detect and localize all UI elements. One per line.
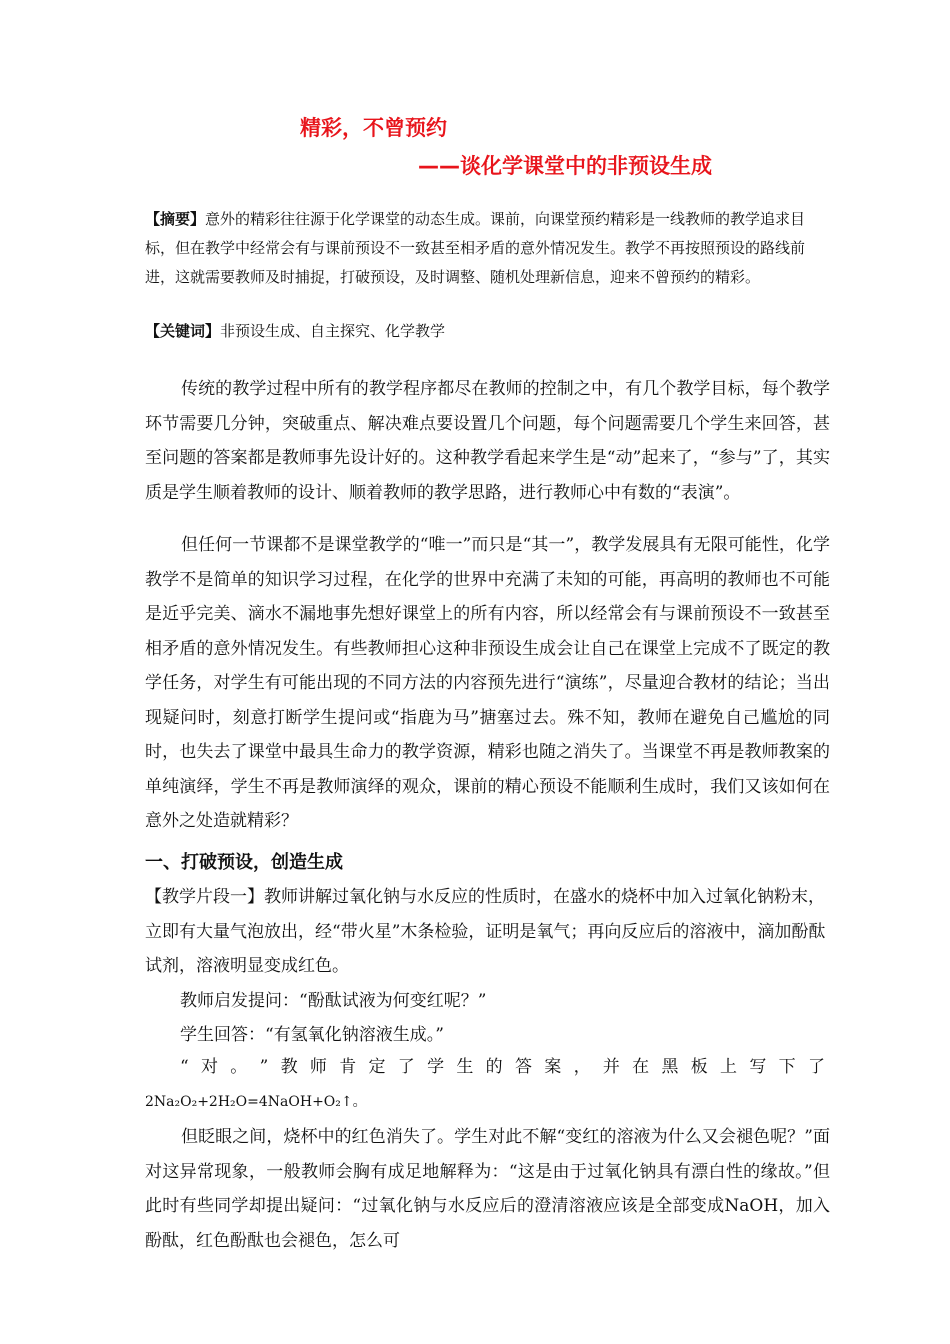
paragraph-3: 但眨眼之间，烧杯中的红色消失了。学生对此不解“变红的溶液为什么又会褪色呢？”面对这异常现象，一般教师会胸有成足地解释为：“这是由于过氧化钠具有漂白性的缘故。”但此时有些同学却提出疑问：“过氧化钠与水反应后的澄清溶液应该是全部变成NaOH，加入酚酞，红色酚酞也会褪色，怎么可 bbox=[145, 1127, 830, 1251]
confirm-char: 对 bbox=[201, 1057, 218, 1077]
fragment-text: 教师讲解过氧化钠与水反应的性质时，在盛水的烧杯中加入过氧化钠粉末，立即有大量气泡放出，经“带火星”木条检验，证明是氧气；再向反应后的溶液中，滴加酚酞试剂，溶液明显变成红色。 bbox=[145, 887, 826, 976]
keywords-text: 非预设生成、自主探究、化学教学 bbox=[220, 322, 446, 340]
teaching-fragment-1 bbox=[145, 880, 830, 984]
keywords bbox=[145, 317, 445, 346]
confirm-char: ” bbox=[259, 1057, 269, 1077]
page-subtitle: ——谈化学课堂中的非预设生成 bbox=[418, 154, 712, 178]
confirm-char: 。 bbox=[230, 1057, 248, 1077]
abstract-label: 【摘要】 bbox=[145, 210, 206, 228]
confirm-char: 写 bbox=[749, 1057, 767, 1077]
confirm-char: 师 bbox=[309, 1057, 327, 1077]
confirm-char: 案 bbox=[544, 1057, 562, 1077]
page-title: 精彩，不曾预约 bbox=[300, 116, 447, 140]
confirm-char: 肯 bbox=[339, 1057, 357, 1077]
confirm-char: 教 bbox=[280, 1057, 298, 1077]
confirm-char: 的 bbox=[485, 1057, 503, 1077]
confirm-char: 学 bbox=[427, 1057, 445, 1077]
abstract-text: 意外的精彩往往源于化学课堂的动态生成。课前，向课堂预约精彩是一线教师的教学追求目标，但在教学中经常会有与课前预设不一致甚至相矛盾的意外情况发生。教学不再按照预设的路线前进，这就需要教师及时捕捉，打破预设，及时调整、随机处理新信息，迎来不曾预约的精彩。 bbox=[145, 210, 806, 286]
confirm-char: 了 bbox=[397, 1057, 415, 1077]
confirm-char: 答 bbox=[514, 1057, 532, 1077]
section-heading-1: 一、打破预设，创造生成 bbox=[145, 852, 343, 873]
confirm-char: 并 bbox=[602, 1057, 620, 1077]
confirm-char: 定 bbox=[368, 1057, 386, 1077]
abstract bbox=[145, 205, 825, 292]
paragraph-1: 传统的教学过程中所有的教学程序都尽在教师的控制之中，有几个教学目标，每个教学环节需要几分钟，突破重点、解决难点要设置几个问题，每个问题需要几个学生来回答，甚至问题的答案都是教师事先设计好的。这种教学看起来学生是“动”起来了，“参与”了，其实质是学生顺着教师的设计、顺着教师的教学思路，进行教师心中有数的“表演”。 bbox=[145, 379, 830, 503]
fragment-label: 【教学片段一】 bbox=[145, 887, 264, 907]
confirm-char: 下 bbox=[778, 1057, 796, 1077]
confirm-char: 板 bbox=[690, 1057, 708, 1077]
confirm-char: ， bbox=[573, 1057, 591, 1077]
confirm-char: 在 bbox=[632, 1057, 650, 1077]
teacher-confirm-line bbox=[180, 1050, 825, 1085]
confirm-char: 了 bbox=[807, 1057, 825, 1077]
confirm-char: 上 bbox=[720, 1057, 738, 1077]
student-answer: 学生回答：“有氢氧化钠溶液生成。” bbox=[180, 1025, 444, 1045]
chemical-equation: 2Na₂O₂+2H₂O=4NaOH+O₂↑。 bbox=[145, 1094, 367, 1110]
confirm-char: 生 bbox=[456, 1057, 474, 1077]
confirm-char: “ bbox=[180, 1057, 189, 1077]
teacher-question: 教师启发提问：“酚酞试液为何变红呢？” bbox=[180, 991, 487, 1011]
keywords-label: 【关键词】 bbox=[145, 322, 221, 340]
confirm-char: 黑 bbox=[661, 1057, 679, 1077]
paragraph-2: 但任何一节课都不是课堂教学的“唯一”而只是“其一”，教学发展具有无限可能性，化学教学不是简单的知识学习过程，在化学的世界中充满了未知的可能，再高明的教师也不可能是近乎完美、滴水不漏地事先想好课堂上的所有内容，所以经常会有与课前预设不一致甚至相矛盾的意外情况发生。有些教师担心这种非预设生成会让自己在课堂上完成不了既定的教学任务，对学生有可能出现的不同方法的内容预先进行“演练”，尽量迎合教材的结论；当出现疑问时，刻意打断学生提问或“指鹿为马”搪塞过去。殊不知，教师在避免自己尴尬的同时，也失去了课堂中最具生命力的教学资源，精彩也随之消失了。当课堂不再是教师教案的单纯演绎，学生不再是教师演绎的观众，课前的精心预设不能顺利生成时，我们又该如何在意外之处造就精彩？ bbox=[145, 535, 830, 831]
